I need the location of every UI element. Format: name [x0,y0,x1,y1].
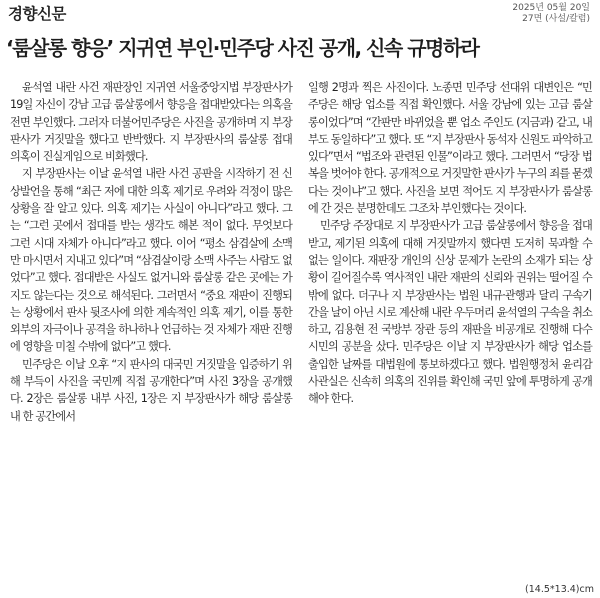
clipping-size-note: (14.5*13.4)cm [525,584,594,595]
paragraph: 민주당 주장대로 지 부장판사가 고급 룸살롱에서 향응을 접대받고, 제기된 의혹에 대해 거짓말까지 했다면 도저히 묵과할 수 없는 일이다. 재판장 개인의 신상 문제가 논란의 소재가 되는 상황이 길어질수록 역사적인 내란 재판의 신뢰와 권위는 떨어질 수밖에 없다. 더구나 지 부장판사는 법원 내규·관행과 달리 구속기간을 날이 아닌 시로 계산해 내란 우두머리 윤석열의 구속을 취소하고, 김용현 전 국방부 장관 등의 재판을 비공개로 진행해 다수 시민의 공분을 샀다. 민주당은 이날 지 부장판사가 해당 업소를 출입한 날짜를 대법원에 통보하겠다고 했다. 법원행정처 윤리감사관실은 신속히 의혹의 진위를 확인해 국민 앞에 투명하게 공개해야 한다. [308,219,592,406]
masthead: 경향신문 [8,5,66,23]
headline: ‘룸살롱 향응’ 지귀연 부인·민주당 사진 공개, 신속 규명하라 [6,36,479,60]
paragraph: 지 부장판사는 이날 윤석열 내란 사건 공판을 시작하기 전 신상발언을 통해 “최근 저에 대한 의혹 제기로 우려와 걱정이 많은 상황을 잘 알고 있다. 의혹 제기는 사실이 아니다”라고 했다. 그는 “그런 곳에서 접대를 받는 생각도 해본 적이 없다. 무엇보다 그런 시대 자체가 아니다”라고 했다. 이어 “평소 삼겹살에 소맥만 마시면서 지내고 있다”며 “삼겹살이랑 소맥 사주는 사람도 없었다”고 했다. 접대받은 사실도 없거니와 룸살롱 같은 곳에는 가지도 않는다는 것으로 해석된다. 그러면서 “중요 재판이 진행되는 상황에서 판사 뒷조사에 의한 계속적인 의혹 제기, 이를 통한 외부의 자극이나 공격을 하나하나 언급하는 것 자체가 재판 진행에 영향을 미칠 수밖에 없다”고 했다. [10,167,293,354]
page-section: 27면 (사설/칼럼) [522,14,590,24]
paragraph: 윤석열 내란 사건 재판장인 지귀연 서울중앙지법 부장판사가 19일 자신이 강남 고급 룸살롱에서 향응을 접대받았다는 의혹을 전면 부인했다. 그러자 더불어민주당은 사진을 공개하며 지 부장판사가 거짓말을 했다고 반박했다. 지 부장판사의 룸살롱 접대 의혹이 진실게임으로 비화했다. [10,81,292,164]
paragraph: 일행 2명과 찍은 사진이다. 노종면 민주당 선대위 대변인은 “민주당은 해당 업소를 직접 확인했다. 서울 강남에 있는 고급 룸살롱이었다”며 “간판만 바뀌었을 뿐 업소 주인도 (지금과) 같고, 내부도 동일하다”고 했다. 또 “지 부장판사 동석자 신원도 파악하고 있다”면서 “법조와 관련된 인물”이라고 했다. 그러면서 “당장 법복을 벗어야 한다. 공개적으로 거짓말한 판사가 누구의 죄를 묻겠다는 것이냐”고 했다. 사진을 보면 적어도 지 부장판사가 룸살롱에 간 것은 분명한데도 그조차 부인했다는 것이다. [308,81,592,216]
article-column-right [308,79,592,408]
article-column-left [10,79,292,425]
paragraph: 민주당은 이날 오후 “지 판사의 대국민 거짓말을 입증하기 위해 부득이 사진을 국민께 직접 공개한다”며 사진 3장을 공개했다. 2장은 룸살롱 내부 사진, 1장은 지 부장판사가 해당 룸살롱 내 한 공간에서 [10,357,292,423]
dateline [512,3,590,25]
publication-date: 2025년 05월 20일 [512,3,590,13]
